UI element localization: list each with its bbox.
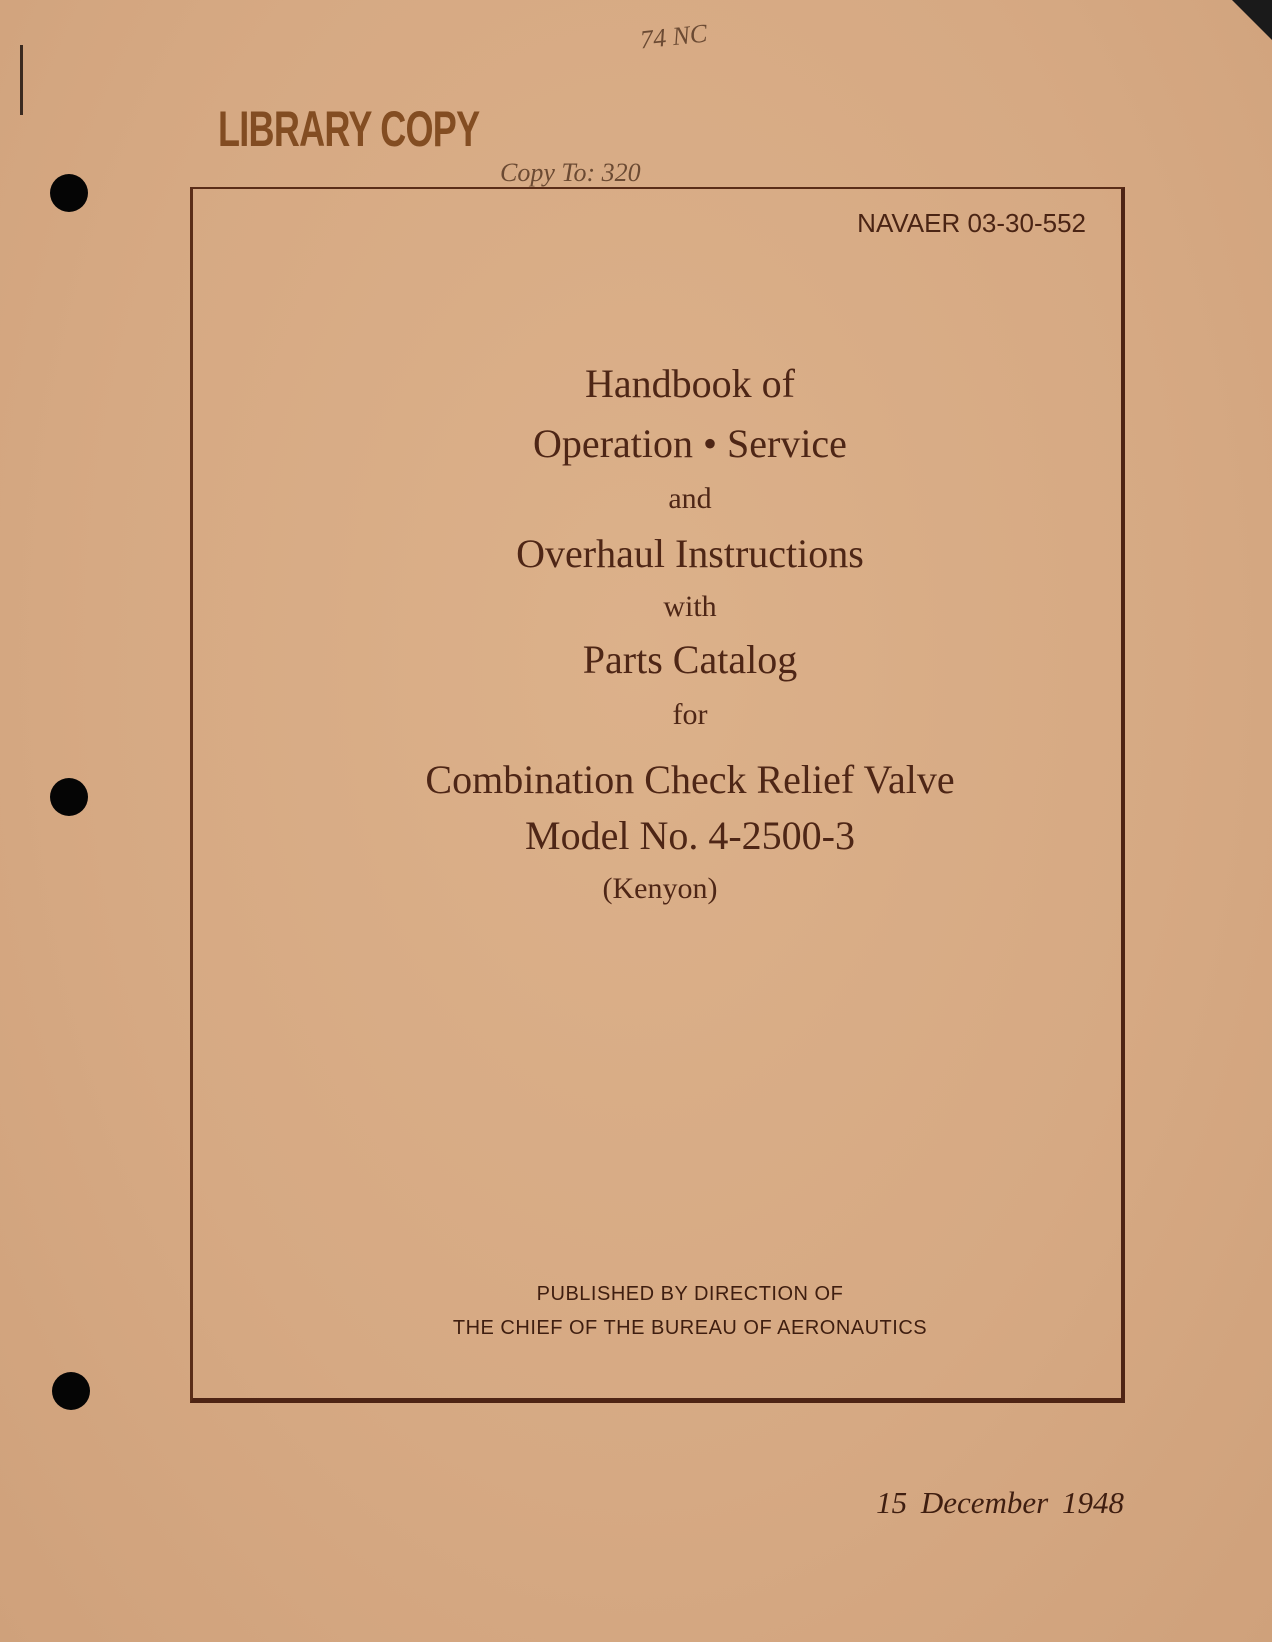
title-line: Handbook of <box>585 361 795 406</box>
title-line: and <box>668 482 712 515</box>
model-number: Model No. 4-2500-3 <box>525 813 855 858</box>
title-line: with <box>663 590 717 623</box>
page-corner-fold <box>1232 0 1272 40</box>
publisher-line: THE CHIEF OF THE BUREAU OF AERONAUTICS <box>452 1317 928 1339</box>
binder-hole-icon <box>50 778 88 816</box>
title-line: Overhaul Instructions <box>516 531 864 576</box>
handwritten-note: 74 NC <box>638 18 709 55</box>
publication-date: 15 December 1948 <box>876 1485 1124 1520</box>
handwritten-copy-to: Copy To: 320 <box>500 158 641 187</box>
document-number: NAVAER 03-30-552 <box>857 208 1086 238</box>
title-line: Parts Catalog <box>582 637 798 682</box>
binder-hole-icon <box>52 1372 90 1410</box>
manufacturer: (Kenyon) <box>602 872 718 905</box>
title-line: Operation • Service <box>533 421 847 466</box>
binder-hole-icon <box>50 174 88 212</box>
publisher-line: PUBLISHED BY DIRECTION OF <box>536 1283 844 1305</box>
title-line: for <box>672 698 708 731</box>
scan-mark <box>20 45 23 115</box>
library-copy-stamp: LIBRARY COPY <box>218 101 480 157</box>
product-name: Combination Check Relief Valve <box>425 757 955 802</box>
